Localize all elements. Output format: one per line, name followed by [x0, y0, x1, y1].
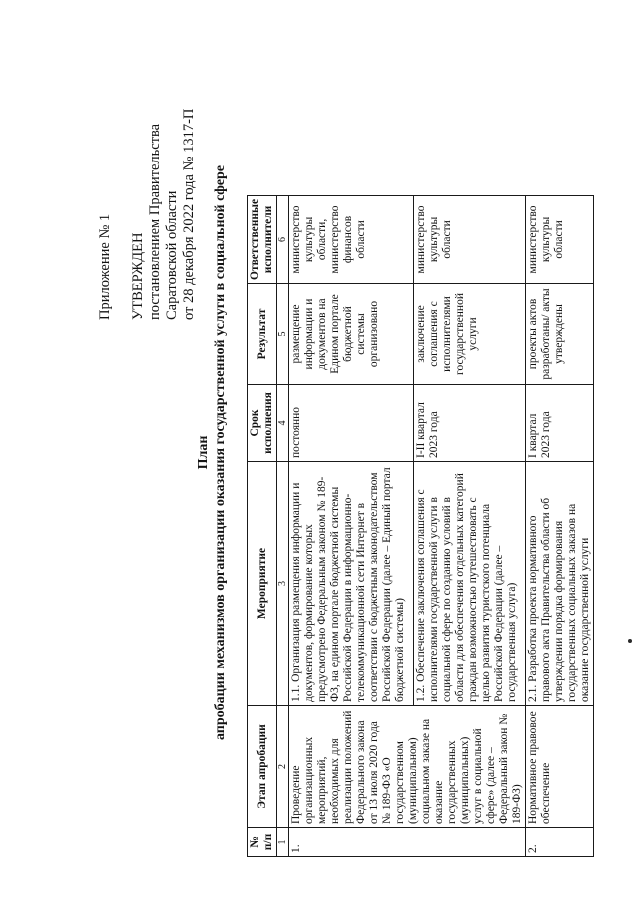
row-1-1-term: постоянно [289, 385, 414, 462]
col-number: 3 [277, 462, 289, 706]
approved-line-1: постановлением Правительства [147, 123, 163, 320]
table-row [526, 195, 594, 856]
scan-speck [628, 639, 632, 643]
header-num: № п/п [248, 828, 277, 857]
col-number: 5 [277, 284, 289, 385]
col-number: 4 [277, 385, 289, 462]
title-line-2: апробации механизмов организации оказания государственной услуги в социальной сфере [213, 164, 228, 741]
approval-header [97, 109, 198, 320]
row-2-stage: Нормативное правовое обеспечение [526, 706, 594, 828]
row-2-result: проекты актов разработаны/ акты утверждены [526, 284, 594, 385]
header-result: Результат [248, 284, 277, 385]
row-2-responsible: министерство культуры области [526, 195, 594, 283]
col-number: 2 [277, 706, 289, 828]
row-1-2-result: заключение соглашения с исполнителями государственной услуги [414, 284, 526, 385]
row-2-num: 2. [526, 828, 594, 857]
annex-label: Приложение № 1 [97, 213, 113, 320]
approved-line-2: Саратовской области [164, 190, 180, 320]
plan-table [247, 195, 594, 857]
header-term: Срок исполнения [248, 385, 277, 462]
row-1-2-term: I-II квартал 2023 года [414, 385, 526, 462]
row-2-measure: 2.1. Разработка проекта нормативного правового акта Правительства области об утверждении порядка формирования государственных социальных заказов на оказание государственной услуги [526, 462, 594, 706]
row-1-2-measure: 1.2. Обеспечение заключения соглашения с исполнителями государственной услуги в социальной сфере по созданию условий в области для обеспечения отдельных категорий граждан возможностью путешествовать с целью развития туристского потенциала Российской Федерации (далее – государственная услуга) [414, 462, 526, 706]
row-1-num: 1. [289, 828, 526, 857]
column-number-row [277, 195, 289, 856]
header-measure: Мероприятие [248, 462, 277, 706]
approved-label: УТВЕРЖДЕН [130, 232, 146, 320]
col-number: 1 [277, 828, 289, 857]
row-1-2-responsible: министерство культуры области [414, 195, 526, 283]
col-number: 6 [277, 195, 289, 283]
row-1-1-result: размещение информации и документов на Едином портале бюджетной системы организовано [289, 284, 414, 385]
row-1-stage: Проведение организационных мероприятий, необходимых для реализации положений Федерального закона от 13 июля 2020 года № 189-ФЗ «О государственном (муниципальном) социальном заказе на оказание государственных (муниципальных) услуг в социальной сфере» (далее – Федеральный закон № 189-ФЗ) [289, 706, 526, 828]
document-title [195, 0, 229, 905]
row-2-term: I квартал 2023 года [526, 385, 594, 462]
approved-line-3: от 28 декабря 2022 года № 1317-П [181, 108, 197, 320]
title-line-1: План [196, 435, 211, 470]
table-header-row [248, 195, 277, 856]
table-row [289, 195, 414, 856]
header-responsible: Ответственные исполнители [248, 195, 277, 283]
row-1-1-responsible: министерство культуры области, министерство финансов области [289, 195, 414, 283]
header-stage: Этап апробации [248, 706, 277, 828]
row-1-1-measure: 1.1. Организация размещения информации и документов, формирование которых предусмотрено Федеральным законом № 189-ФЗ, на едином портале бюджетной системы Российской Федерации в информационно-телекоммуникационной сети Интернет в соответствии с бюджетным законодательством Российской Федерации (далее – Единый портал бюджетной системы) [289, 462, 414, 706]
